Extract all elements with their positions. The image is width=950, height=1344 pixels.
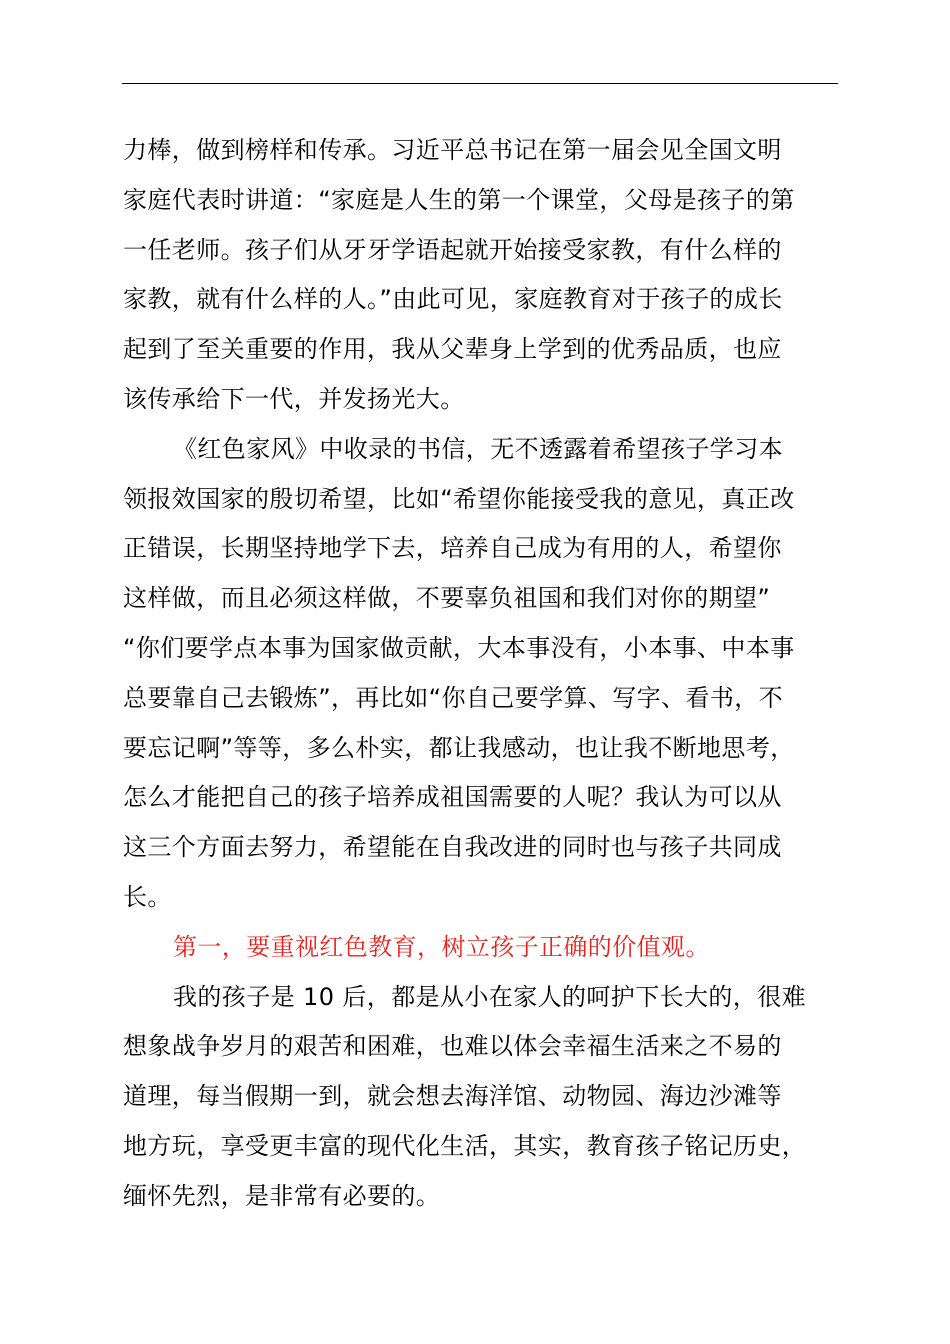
paragraph-3 — [123, 973, 863, 1222]
text-line: 这样做，而且必须这样做，不要辜负祖国和我们对你的期望” — [123, 584, 771, 613]
text-line: 想象战争岁月的艰苦和困难，也难以体会幸福生活来之不易的 — [123, 1032, 782, 1061]
text-line: 地方玩，享受更丰富的现代化生活，其实，教育孩子铭记历史， — [123, 1131, 807, 1160]
text-line: 正错误，长期坚持地学下去，培养自己成为有用的人，希望你 — [123, 534, 782, 563]
header-rule — [122, 83, 838, 84]
text-line: 家教，就有什么样的人。”由此可见，家庭教育对于孩子的成长 — [123, 285, 783, 314]
text-line: 长。 — [123, 882, 172, 911]
text-line: 总要靠自己去锻炼”，再比如“你自己要学算、写字、看书，不 — [123, 683, 784, 712]
section-heading — [123, 923, 863, 973]
text-line: 家庭代表时讲道：“家庭是人生的第一个课堂，父母是孩子的第 — [123, 185, 795, 214]
text-line: 力棒，做到榜样和传承。习近平总书记在第一届会见全国文明 — [123, 136, 782, 164]
text-line: 这三个方面去努力，希望能在自我改进的同时也与孩子共同成 — [123, 833, 782, 862]
text-line: 道理，每当假期一到，就会想去海洋馆、动物园、海边沙滩等 — [123, 1082, 782, 1111]
text-line: 缅怀先烈，是非常有必要的。 — [123, 1181, 441, 1210]
text-line: 领报效国家的殷切希望，比如“希望你能接受我的意见，真正改 — [123, 484, 795, 513]
text-line: 一任老师。孩子们从牙牙学语起就开始接受家教，有什么样的 — [123, 235, 782, 264]
document-body — [123, 126, 863, 1222]
text-line: 《红色家风》中收录的书信，无不透露着希望孩子学习本 — [173, 434, 783, 463]
section-heading-text: 第一，要重视红色教育，树立孩子正确的价值观。 — [173, 932, 710, 961]
text-line: 要忘记啊”等等，多么朴实，都让我感动，也让我不断地思考， — [123, 733, 795, 762]
text-line: 起到了至关重要的作用，我从父辈身上学到的优秀品质，也应 — [123, 335, 782, 364]
text-line: 我的孩子是 10 后，都是从小在家人的呵护下长大的，很难 — [173, 982, 806, 1011]
text-line: 怎么才能把自己的孩子培养成祖国需要的人呢？我认为可以从 — [123, 783, 782, 812]
text-line: “你们要学点本事为国家做贡献，大本事没有，小本事、中本事 — [123, 633, 795, 662]
text-line: 该传承给下一代，并发扬光大。 — [123, 384, 465, 413]
paragraph-2 — [123, 425, 863, 923]
paragraph-1 — [123, 126, 863, 425]
